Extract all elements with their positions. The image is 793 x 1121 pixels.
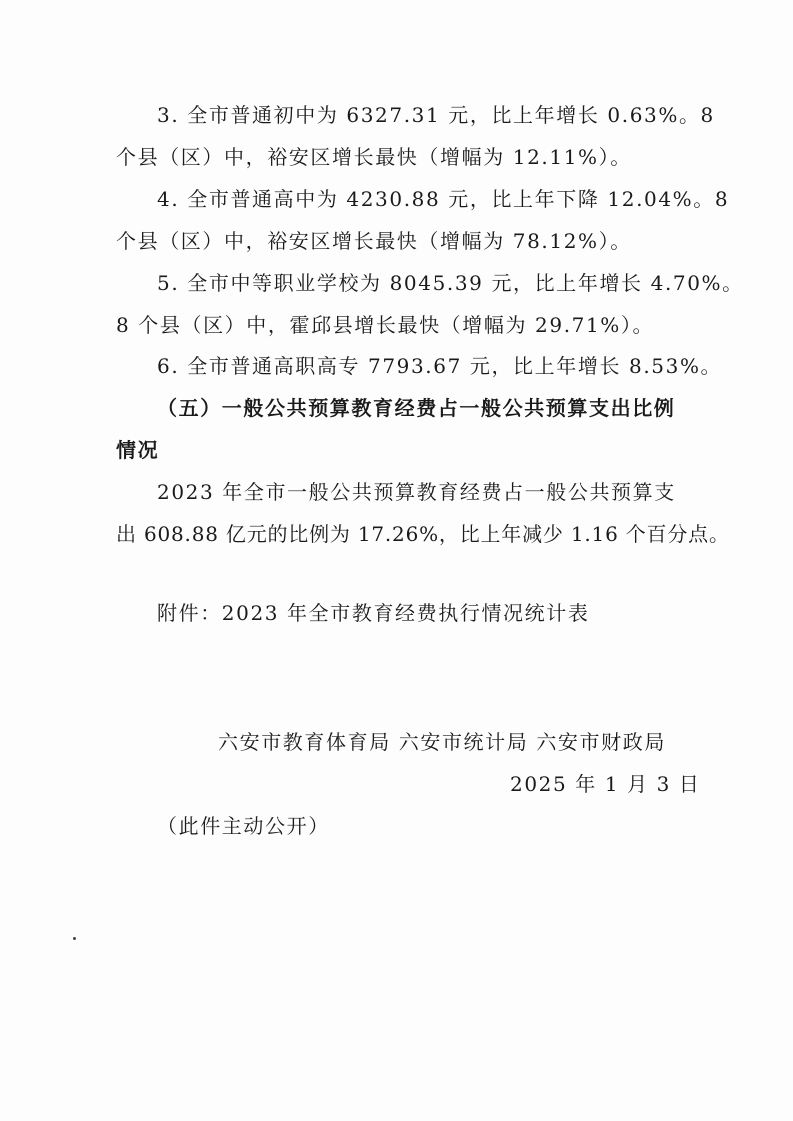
paragraph-4-line-2: 个县（区）中，裕安区增长最快（增幅为 78.12%）。 xyxy=(116,229,632,253)
paragraph-3-line-2: 个县（区）中，裕安区增长最快（增幅为 12.11%）。 xyxy=(116,145,632,169)
paragraph-4-line-1: 4. 全市普通高中为 4230.88 元，比上年下降 12.04%。8 xyxy=(157,187,730,211)
paragraph-5-line-1: 5. 全市中等职业学校为 8045.39 元，比上年增长 4.70%。 xyxy=(157,271,744,295)
issue-date: 2025 年 1 月 3 日 xyxy=(510,772,701,796)
disclosure-note: （此件主动公开） xyxy=(157,814,330,838)
attachment-line: 附件：2023 年全市教育经费执行情况统计表 xyxy=(157,601,590,625)
paragraph-5-line-2: 8 个县（区）中，霍邱县增长最快（增幅为 29.71%）。 xyxy=(116,313,655,337)
issuing-agencies: 六安市教育体育局 六安市统计局 六安市财政局 xyxy=(218,730,666,754)
summary-line-1: 2023 年全市一般公共预算教育经费占一般公共预算支 xyxy=(157,480,676,504)
summary-line-2: 出 608.88 亿元的比例为 17.26%，比上年减少 1.16 个百分点。 xyxy=(116,522,730,546)
section-heading-line-1: （五）一般公共预算教育经费占一般公共预算支出比例 xyxy=(157,396,676,420)
paragraph-6-line-1: 6. 全市普通高职高专 7793.67 元，比上年增长 8.53%。 xyxy=(157,354,723,378)
scan-speck xyxy=(73,937,76,940)
paragraph-3-line-1: 3. 全市普通初中为 6327.31 元，比上年增长 0.63%。8 xyxy=(157,103,715,127)
section-heading-line-2: 情况 xyxy=(116,438,160,462)
